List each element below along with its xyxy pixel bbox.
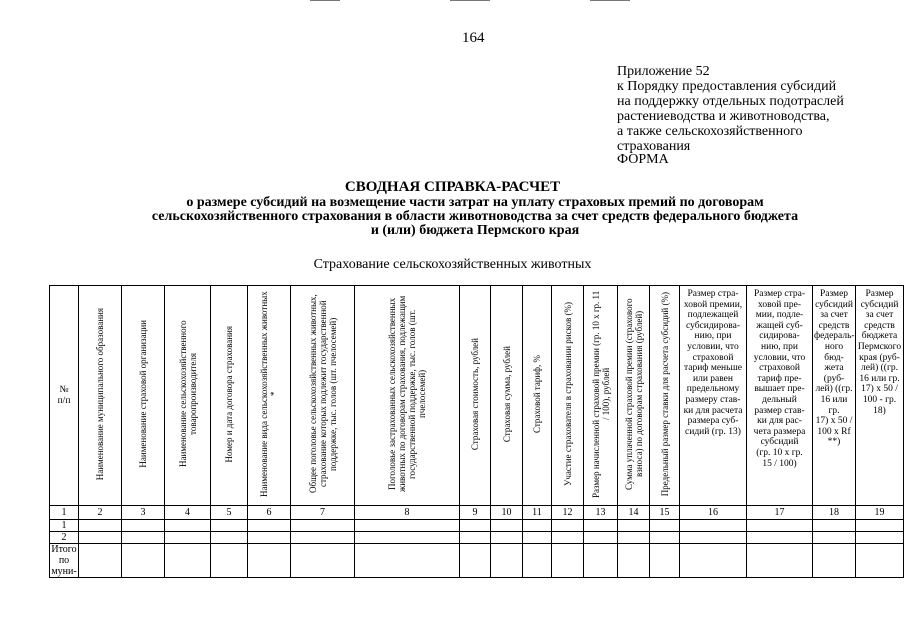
column-number: 8 bbox=[355, 506, 460, 520]
header-line: сидий (гр. 13) bbox=[685, 426, 741, 437]
header-cell bbox=[552, 286, 584, 506]
header-line: жащей суб- bbox=[756, 320, 803, 331]
table-cell bbox=[460, 532, 491, 544]
table-cell bbox=[211, 544, 248, 578]
column-number: 12 bbox=[552, 506, 584, 520]
table-cell bbox=[165, 532, 211, 544]
header-line: 15 / 100) bbox=[762, 458, 797, 469]
header-line: 17) х 50 / bbox=[815, 416, 853, 427]
header-line: мии, подле- bbox=[755, 310, 804, 321]
column-number: 10 bbox=[491, 506, 523, 520]
table-cell bbox=[248, 544, 291, 578]
header-line: за счет bbox=[865, 310, 894, 321]
table-cell bbox=[747, 520, 813, 532]
table-cell bbox=[291, 532, 355, 544]
header-cell bbox=[165, 286, 211, 506]
header-line: страховой bbox=[692, 352, 734, 363]
table-cell bbox=[355, 532, 460, 544]
column-number: 3 bbox=[122, 506, 165, 520]
column-number: 14 bbox=[618, 506, 650, 520]
header-line: нию, при bbox=[694, 331, 732, 342]
column-number: 4 bbox=[165, 506, 211, 520]
column-number: 17 bbox=[747, 506, 813, 520]
table-cell bbox=[79, 520, 122, 532]
table-cell bbox=[491, 544, 523, 578]
header-line: лей) ((гр. bbox=[815, 384, 853, 395]
header-line: Пермского bbox=[857, 341, 902, 352]
header-line: условии, что bbox=[687, 341, 739, 352]
document-subtitle bbox=[90, 196, 860, 238]
appendix-line: Приложение 52 bbox=[617, 64, 710, 79]
table-cell bbox=[211, 520, 248, 532]
appendix-line: страхования bbox=[617, 139, 691, 154]
header-line: ховой пре- bbox=[758, 299, 801, 310]
header-line: 100 - гр. bbox=[862, 394, 897, 405]
header-line: размер став- bbox=[754, 405, 805, 416]
header-line: лей) ((гр. bbox=[861, 363, 898, 374]
total-row bbox=[50, 544, 904, 578]
table-cell bbox=[856, 520, 904, 532]
table-cell bbox=[813, 544, 856, 578]
header-line: страховой bbox=[759, 363, 800, 374]
header-line: тариф пре- bbox=[757, 373, 802, 384]
header-line: бюджета bbox=[861, 331, 898, 342]
header-line: (гр. 10 х гр. bbox=[756, 447, 803, 458]
header-line: **) bbox=[827, 437, 841, 448]
subtitle-line: о размере субсидий на возмещение части затрат на уплату страховых премий по договорам bbox=[186, 195, 764, 210]
table-cell bbox=[552, 532, 584, 544]
table-cell bbox=[291, 520, 355, 532]
table-cell bbox=[584, 532, 618, 544]
header-row bbox=[50, 286, 904, 506]
header-text: Страховой тариф, % bbox=[532, 354, 542, 434]
table-cell bbox=[165, 544, 211, 578]
header-line: федераль- bbox=[814, 331, 855, 342]
header-cell bbox=[122, 286, 165, 506]
table-row bbox=[50, 520, 904, 532]
header-cell bbox=[813, 286, 856, 506]
table-cell bbox=[618, 544, 650, 578]
header-line: субсидий bbox=[860, 299, 899, 310]
header-line: 18) bbox=[873, 405, 886, 416]
header-line: чета размера bbox=[753, 426, 806, 437]
table-cell bbox=[813, 520, 856, 532]
table-cell bbox=[650, 520, 680, 532]
header-line: подлежащей bbox=[687, 310, 739, 321]
header-text: Наименование вида сельскохозяйственных животных * bbox=[259, 291, 279, 497]
table-cell bbox=[680, 520, 747, 532]
table-cell bbox=[211, 532, 248, 544]
header-line: 100 х Rf bbox=[817, 426, 851, 437]
header-line: ховой премии, bbox=[683, 299, 743, 310]
header-cell bbox=[248, 286, 291, 506]
subtitle-line: и (или) бюджета Пермского края bbox=[370, 223, 580, 238]
header-line: средств bbox=[818, 320, 850, 331]
header-line: тариф меньше bbox=[683, 363, 743, 374]
section-title: Страхование сельскохозяйственных животных bbox=[313, 257, 592, 272]
header-cell bbox=[747, 286, 813, 506]
table-cell bbox=[650, 532, 680, 544]
table-cell bbox=[79, 532, 122, 544]
header-text: Наименование сельскохозяйственного товаропроизводителя bbox=[177, 320, 198, 468]
table-cell bbox=[747, 532, 813, 544]
appendix-line: к Порядку предоставления субсидий bbox=[617, 79, 837, 94]
table-cell bbox=[680, 544, 747, 578]
column-number: 16 bbox=[680, 506, 747, 520]
header-text: Размер начисленной страховой премии (гр. 10 х гр. 11 / 100), рублей bbox=[590, 290, 611, 498]
header-text: Участие страхователя в страховании рисков (%) bbox=[562, 301, 573, 486]
appendix-block bbox=[617, 64, 844, 154]
table-cell bbox=[491, 520, 523, 532]
subtitle-line: сельскохозяйственного страхования в области животноводства за счет средств федерального бюджета bbox=[151, 209, 799, 224]
header-cell bbox=[491, 286, 523, 506]
table-cell bbox=[291, 544, 355, 578]
header-text: Поголовье застрахованных сельскохозяйственных животных по договорам страхования, подлежащим государственной поддержке, тыс. голов (шт. пчелосемей) bbox=[387, 295, 427, 493]
header-line: условии, что bbox=[753, 352, 806, 363]
header-line: вышает пре- bbox=[754, 384, 805, 395]
header-text: Номер и дата договора страхования bbox=[224, 325, 234, 463]
header-line: ки для рас- bbox=[757, 416, 802, 427]
header-text: Наименование муниципального образования bbox=[95, 307, 105, 481]
table-cell bbox=[747, 544, 813, 578]
header-line: за счет bbox=[820, 310, 848, 321]
header-line: нию, при bbox=[761, 341, 798, 352]
table-cell bbox=[552, 544, 584, 578]
top-rule-left bbox=[310, 0, 340, 1]
header-line: или равен bbox=[693, 373, 733, 384]
table-cell bbox=[618, 532, 650, 544]
table-cell bbox=[523, 520, 552, 532]
header-line: 16 или гр. bbox=[859, 373, 900, 384]
table-cell bbox=[584, 520, 618, 532]
header-line: края (руб- bbox=[859, 352, 900, 363]
header-line: Размер bbox=[865, 289, 894, 299]
header-line: ного бюд- bbox=[824, 341, 844, 363]
header-cell bbox=[211, 286, 248, 506]
table-cell bbox=[165, 520, 211, 532]
table-cell bbox=[491, 532, 523, 544]
header-line: субсидий bbox=[760, 437, 799, 448]
header-text: Сумма уплаченной страховой премии (страхового взноса) по договорам страхования (рублей) bbox=[623, 298, 644, 490]
document-title: СВОДНАЯ СПРАВКА-РАСЧЕТ bbox=[344, 179, 561, 195]
column-number: 18 bbox=[813, 506, 856, 520]
header-cell bbox=[460, 286, 491, 506]
header-cell bbox=[291, 286, 355, 506]
table-cell bbox=[680, 532, 747, 544]
column-number: 1 bbox=[50, 506, 79, 520]
appendix-line: а также сельскохозяйственного bbox=[617, 124, 803, 139]
total-label bbox=[50, 544, 79, 578]
header-line: размера суб- bbox=[687, 416, 739, 427]
table-cell bbox=[813, 532, 856, 544]
table-cell bbox=[856, 544, 904, 578]
header-line: Размер стра- bbox=[687, 289, 739, 299]
header-line: 17) х 50 / bbox=[861, 384, 898, 395]
row-number: 2 bbox=[50, 532, 79, 544]
table-cell bbox=[79, 544, 122, 578]
header-line: жета (руб- bbox=[823, 363, 845, 384]
column-number: 7 bbox=[291, 506, 355, 520]
column-number: 6 bbox=[248, 506, 291, 520]
header-text: Страховая стоимость, рублей bbox=[470, 337, 480, 451]
header-line: Размер bbox=[819, 289, 849, 299]
header-cell bbox=[618, 286, 650, 506]
table-cell bbox=[523, 532, 552, 544]
header-cell bbox=[50, 286, 79, 506]
top-rule-right bbox=[590, 0, 630, 1]
column-number: 19 bbox=[856, 506, 904, 520]
header-cell bbox=[523, 286, 552, 506]
header-line: 16 или гр. bbox=[820, 394, 848, 416]
form-label: ФОРМА bbox=[617, 152, 669, 167]
header-cell bbox=[856, 286, 904, 506]
header-cell bbox=[650, 286, 680, 506]
header-line: № bbox=[59, 384, 69, 395]
total-line: Итого bbox=[51, 544, 77, 555]
table-row bbox=[50, 532, 904, 544]
appendix-line: на поддержку отдельных подотраслей bbox=[617, 94, 844, 109]
table-cell bbox=[122, 544, 165, 578]
table-cell bbox=[460, 544, 491, 578]
appendix-line: растениеводства и животноводства, bbox=[617, 109, 830, 124]
header-line: сидирова- bbox=[759, 331, 800, 342]
table-cell bbox=[248, 520, 291, 532]
header-cell bbox=[79, 286, 122, 506]
table-cell bbox=[552, 520, 584, 532]
header-line: ки для расчета bbox=[683, 405, 743, 416]
row-number: 1 bbox=[50, 520, 79, 532]
top-rule-mid bbox=[450, 0, 490, 1]
table-cell bbox=[122, 532, 165, 544]
table-cell bbox=[856, 532, 904, 544]
table-cell bbox=[355, 544, 460, 578]
header-cell bbox=[355, 286, 460, 506]
table-cell bbox=[523, 544, 552, 578]
subsidy-table bbox=[49, 285, 904, 578]
table-cell bbox=[618, 520, 650, 532]
header-line: размеру став- bbox=[685, 394, 741, 405]
header-cell bbox=[584, 286, 618, 506]
column-number: 9 bbox=[460, 506, 491, 520]
header-line: предельному bbox=[686, 384, 740, 395]
header-text: Общее поголовье сельскохозяйственных животных, страхование которых подлежит государственной поддержке, тыс. голов (шт. пчелосемей) bbox=[307, 294, 338, 494]
table-cell bbox=[460, 520, 491, 532]
table-cell bbox=[650, 544, 680, 578]
column-number: 5 bbox=[211, 506, 248, 520]
header-line: субсидирова- bbox=[685, 320, 740, 331]
header-line: п/п bbox=[57, 395, 71, 406]
column-number: 15 bbox=[650, 506, 680, 520]
table-cell bbox=[584, 544, 618, 578]
table-cell bbox=[248, 532, 291, 544]
header-line: средств bbox=[864, 320, 895, 331]
header-line: дельный bbox=[762, 394, 797, 405]
header-text: Наименование страховой организации bbox=[138, 320, 148, 468]
column-number: 13 bbox=[584, 506, 618, 520]
table-cell bbox=[355, 520, 460, 532]
total-line: по муни- bbox=[51, 555, 77, 577]
page-number: 164 bbox=[462, 30, 485, 46]
header-line: Размер стра- bbox=[753, 289, 806, 299]
header-text: Предельный размер ставки для расчета субсидий (%) bbox=[659, 291, 670, 497]
table-cell bbox=[122, 520, 165, 532]
column-number-row bbox=[50, 506, 904, 520]
column-number: 11 bbox=[523, 506, 552, 520]
header-line: субсидий bbox=[815, 299, 853, 310]
header-cell bbox=[680, 286, 747, 506]
column-number: 2 bbox=[79, 506, 122, 520]
header-text: Страховая сумма, рублей bbox=[501, 345, 512, 443]
